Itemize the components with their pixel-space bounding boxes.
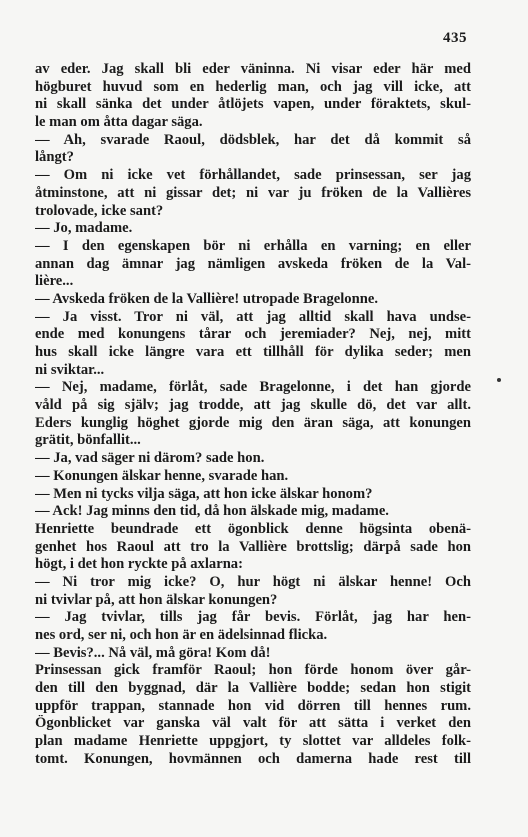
text-line: — Ja visst. Tror ni väl, att jag alltid skall hava undse- xyxy=(35,308,471,325)
text-line: högt, i det hon ryckte på axlarna: xyxy=(35,556,243,573)
text-line: våld på sig själv; jag trodde, att jag skulle dö, det var allt. xyxy=(35,397,471,414)
text-line: Prinsessan gick framför Raoul; hon förde honom över går- xyxy=(35,662,471,679)
text-line: — Nej, madame, förlåt, sade Bragelonne, i det han gjorde xyxy=(35,379,471,396)
text-line: — Avskeda fröken de la Vallière! utropade Bragelonne. xyxy=(35,290,378,307)
text-line: — Bevis?... Nå väl, må göra! Kom då! xyxy=(35,644,271,661)
text-line: den till den byggnad, där la Vallière bodde; sedan hon stigit xyxy=(35,680,471,697)
page-number: 435 xyxy=(443,30,467,46)
text-line: — Men ni tycks vilja säga, att hon icke älskar honom? xyxy=(35,485,373,502)
text-line: åtminstone, att ni gissar det; ni var ju fröken de la Vallières xyxy=(35,184,471,201)
text-line: ni tvivlar på, att hon älskar konungen? xyxy=(35,591,278,608)
text-line: Ögonblicket var ganska väl valt för att sätta i verket den xyxy=(35,715,471,732)
text-line: ni sviktar... xyxy=(35,361,105,378)
text-line: hus skall icke längre vara ett tillhåll för dylika seder; men xyxy=(35,344,471,360)
page-text xyxy=(35,61,471,769)
text-line: — Jag tvivlar, tills jag får bevis. Förlåt, jag har hen- xyxy=(35,609,471,626)
text-line: Eders kunglig höghet gjorde mig den äran säga, att konungen xyxy=(35,414,471,431)
text-line: tomt. Konungen, hovmännen och damerna hade rest till xyxy=(35,750,471,767)
text-line: plan madame Henriette uppgjort, ty slottet var alldeles folk- xyxy=(35,733,471,750)
text-line: trolovade, icke sant? xyxy=(35,202,164,219)
text-line: Henriette beundrade ett ögonblick denne högsinta obenä- xyxy=(35,520,471,537)
text-line: — Jo, madame. xyxy=(35,220,133,237)
text-line: långt? xyxy=(35,149,74,166)
text-line: av eder. Jag skall bli eder väninna. Ni visar eder här med xyxy=(35,61,471,77)
text-line: — Ja, vad säger ni därom? sade hon. xyxy=(35,450,265,467)
text-line: högburet huvud som en hederlig man, och jag vill icke, att xyxy=(35,78,471,95)
ink-speck xyxy=(497,378,501,382)
text-line: le man om åtta dagar säga. xyxy=(35,114,203,131)
text-line: ende med konungens tårar och jeremiader? Nej, nej, mitt xyxy=(35,326,471,343)
text-line: ni skall sänka det under åtlöjets vapen, under föraktets, skul- xyxy=(35,96,471,113)
text-line: — Konungen älskar henne, svarade han. xyxy=(35,467,289,484)
text-line: — Ah, svarade Raoul, dödsblek, har det då kommit så xyxy=(35,131,471,148)
text-line: — I den egenskapen bör ni erhålla en varning; en eller xyxy=(35,237,471,254)
text-line: annan dag ämnar jag nämligen avskeda fröken de la Val- xyxy=(35,255,471,272)
text-line: — Om ni icke vet förhållandet, sade prinsessan, ser jag xyxy=(35,167,471,184)
text-line: — Ni tror mig icke? O, hur högt ni älskar henne! Och xyxy=(35,573,471,590)
text-line: uppför trappan, stannade hon vid dörren till hennes rum. xyxy=(35,697,471,714)
text-line: grätit, bönfallit... xyxy=(35,432,141,449)
text-line: nes ord, ser ni, och hon är en ädelsinnad flicka. xyxy=(35,627,328,643)
text-line: lière... xyxy=(35,273,74,290)
text-line: — Ack! Jag minns den tid, då hon älskade mig, madame. xyxy=(35,503,389,520)
text-line: genhet hos Raoul att tro la Vallière brottslig; därpå sade hon xyxy=(35,538,471,555)
